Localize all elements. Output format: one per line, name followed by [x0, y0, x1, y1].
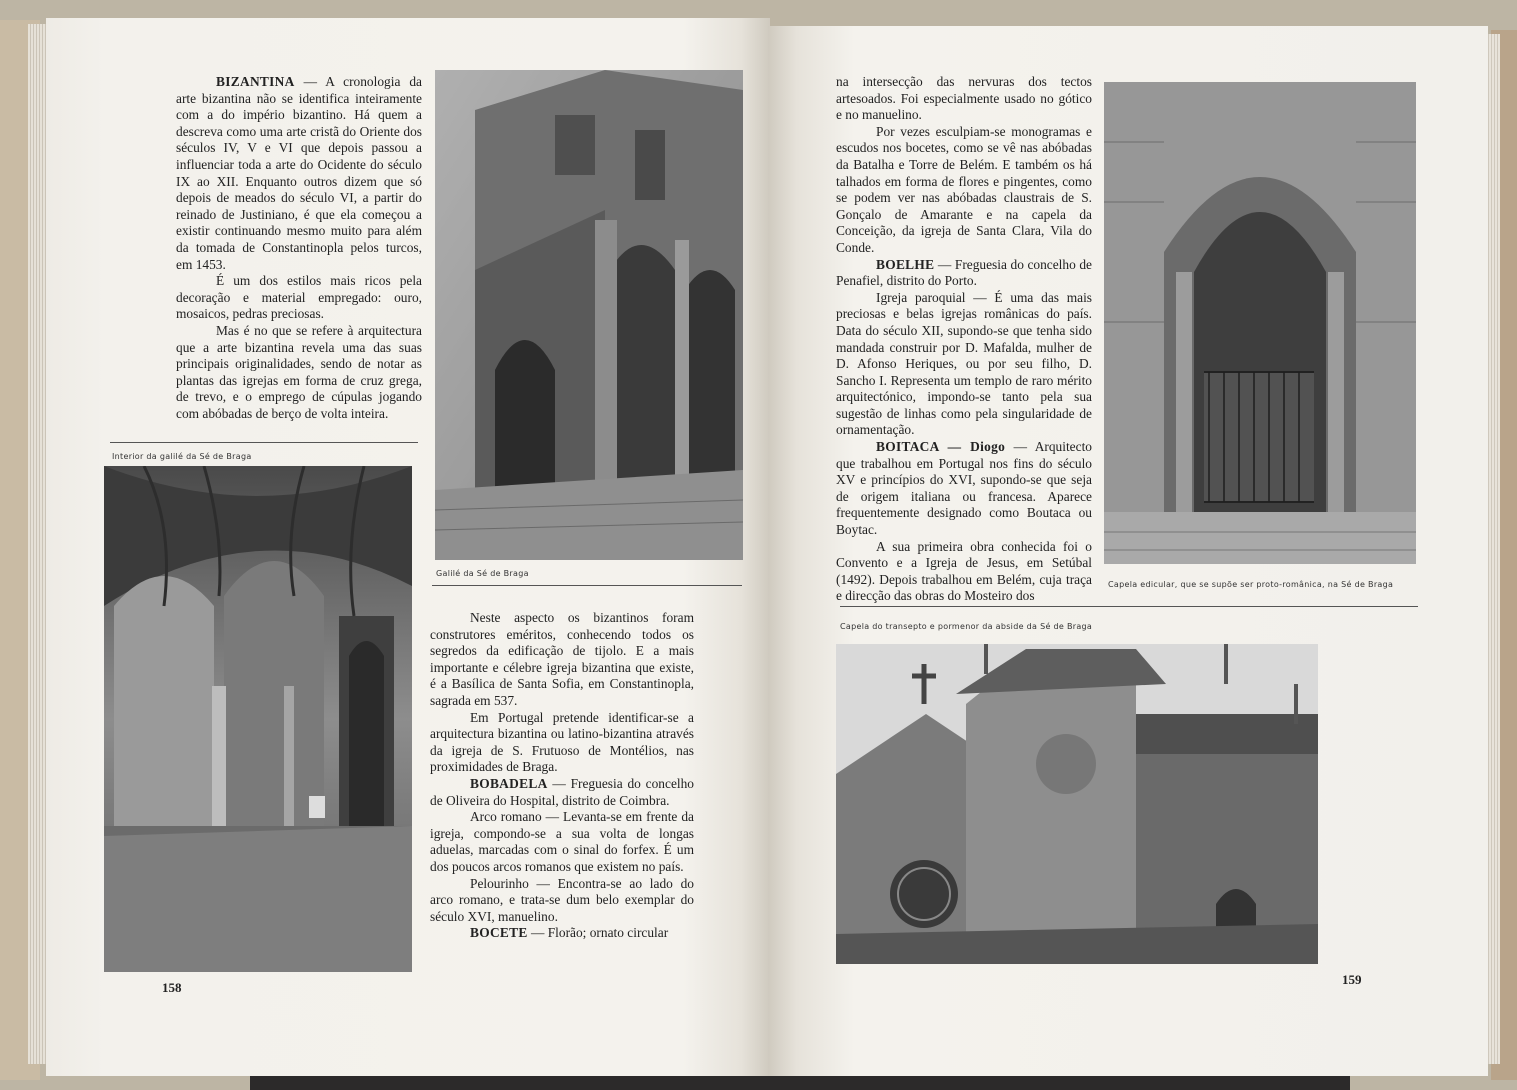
paragraph [176, 323, 422, 423]
paragraph [430, 610, 694, 710]
entry-headword: BIZANTINA [216, 74, 295, 89]
paragraph-text: — Arquitecto que trabalhou em Portugal nos fins do século XV e princípios do XVI, supondo-se que seja de origem italiana ou francesa. Aparece frequentemente designado como Boutaca ou Boytac. [836, 439, 1092, 538]
paragraph [430, 776, 694, 809]
column-rule [432, 585, 742, 586]
paragraph-text: Mas é no que se refere à arquitectura que a arte bizantina revela uma das suas principais originalidades, sendo de notar as plantas das igrejas em forma de cruz grega, de trevo, e o emprego de cúpulas jogando com abóbadas de berço de volta inteira. [176, 322, 422, 421]
paragraph [836, 539, 1092, 605]
paragraph-text: — Freguesia do concelho de Oliveira do Hospital, distrito de Coimbra. [430, 775, 694, 808]
left-column-top-text [176, 74, 422, 422]
paragraph-text: A sua primeira obra conhecida foi o Convento e a Igreja de Jesus, em Setúbal (1492). Depois trabalhou em Belém, cuja traça e direcção das obras do Mosteiro dos [836, 538, 1092, 604]
entry-headword: BOBADELA [470, 775, 548, 791]
photo-capela-edicular [1104, 82, 1416, 564]
entry-headword: BOELHE [876, 256, 935, 272]
paragraph [836, 124, 1092, 257]
section-rule [840, 606, 1418, 607]
paragraph-text: Neste aspecto os bizantinos foram construtores eméritos, conhecendo todos os segredos da edificação de tijolo. E a mais importante e célebre igreja bizantina que existe, é a Basílica de Santa Sofia, em Constantinopla, sagrada em 537. [430, 610, 694, 708]
paragraph-text: na intersecção das nervuras dos tectos artesoados. Foi especialmente usado no gótico e no manuelino. [836, 74, 1092, 123]
paragraph-text: Pelourinho — Encontra-se ao lado do arco romano, e trata-se dum belo exemplar do século XVI, manuelino. [430, 875, 694, 924]
right-page [768, 26, 1488, 1076]
paragraph-text: Igreja paroquial — É uma das mais preciosas e belas igrejas românicas do país. Data do século XII, supondo-se que tenha sido mandada construir por D. Mafalda, mulher de D. Afonso Heriques, ou por seu filho, D. Sancho I. Representa um templo de raro mérito arquitectónico, impondo-se tanto pela sua sugestão de linhas como pela singularidade de ornamentação. [836, 289, 1092, 438]
right-column-text [836, 74, 1092, 605]
paragraph [176, 74, 422, 273]
table-surface [250, 1076, 1350, 1090]
paragraph [836, 290, 1092, 439]
photo-capela-transepto [836, 644, 1318, 964]
paragraph-text: Por vezes esculpiam-se monogramas e escudos nos bocetes, como se vê nas abóbadas da Batalha e Torre de Belém. E também os há talhados em forma de flores e pingentes, como se podem ver nas abóbadas claustrais de S. Gonçalo de Amarante e na capela da Conceição, da igreja de Santa Clara, Vila do Conde. [836, 123, 1092, 255]
paragraph-text: — Florão; ornato circular [527, 925, 669, 941]
left-column-bottom-text [430, 610, 694, 942]
entry-headword: BOCETE [470, 925, 528, 941]
paragraph-text: Em Portugal pretende identificar-se a arquitectura bizantina ou latino-bizantina através da igreja de S. Frutuoso de Montélios, nas proximidades de Braga. [430, 709, 694, 775]
paragraph-text: — Freguesia do concelho de Penafiel, distrito do Porto. [836, 256, 1092, 289]
caption-capela-edicular: Capela edicular, que se supõe ser proto-românica, na Sé de Braga [1108, 580, 1394, 589]
caption-galile: Galilé da Sé de Braga [436, 569, 529, 578]
paragraph-text: Arco romano — Levanta-se em frente da igreja, compondo-se a sua volta de longas aduelas, marcadas com o sinal do forfex. É um dos poucos arcos romanos que existem no país. [430, 809, 694, 874]
caption-capela-transepto: Capela do transepto e pormenor da abside da Sé de Braga [840, 622, 1093, 631]
paragraph [836, 74, 1092, 124]
page-edges-right [1486, 34, 1500, 1064]
page-number-left: 158 [162, 980, 182, 995]
paragraph [176, 273, 422, 323]
photo-galile-se-braga [435, 70, 743, 560]
paragraph [836, 439, 1092, 539]
paragraph [430, 809, 694, 875]
page-edges-left [28, 24, 48, 1064]
paragraph [430, 710, 694, 776]
paragraph-text: — A cronologia da arte bizantina não se identifica inteiramente com a do império bizantino. Há quem a descreva como uma arte cristã do Oriente dos séculos IV, V e VI que depois passou a influenciar toda a arte do Ocidente do século IX ao XII. Enquanto outros dizem que só depois de meados do século VI, a partir do reinado de Justiniano, é que ela começou a existir continuando mesmo muito para além da tomada de Constantinopla pelos turcos, em 1453. [176, 74, 422, 272]
entry-headword: BOITACA — Diogo [876, 439, 1006, 455]
photo-interior-galile [104, 466, 412, 972]
caption-interior-galile: Interior da galilé da Sé de Braga [112, 452, 252, 461]
paragraph [430, 925, 694, 942]
caption-rule [110, 442, 418, 443]
left-page [46, 18, 770, 1076]
paragraph [430, 876, 694, 926]
paragraph-text: É um dos estilos mais ricos pela decoração e material empregado: ouro, mosaicos, pedras preciosas. [176, 273, 422, 322]
page-number-right: 159 [1342, 972, 1362, 987]
paragraph [836, 257, 1092, 290]
